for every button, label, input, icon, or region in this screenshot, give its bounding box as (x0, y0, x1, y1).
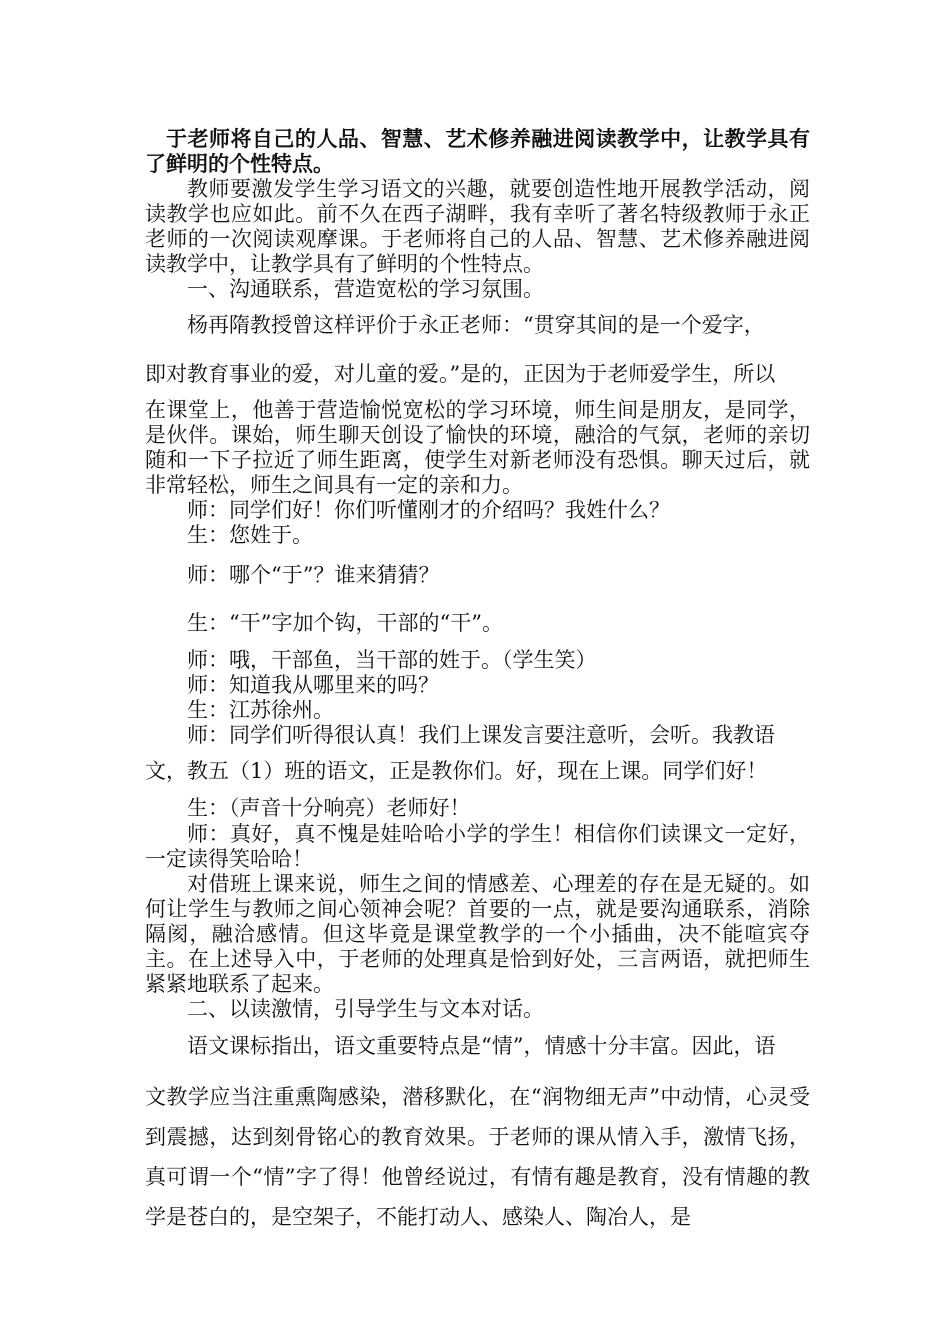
dialogue-line: 生：您姓于。 (187, 523, 313, 547)
section-heading-1: 一、沟通联系，营造宽松的学习氛围。 (187, 277, 544, 301)
dialogue-line: 生：江苏徐州。 (187, 698, 334, 722)
dialogue-line: 生：（声音十分响亮）老师好！ (187, 796, 471, 820)
dialogue-line: 师：哪个“于”？谁来猜猜？ (187, 563, 440, 587)
paragraph-intro: 教师要激发学生学习语文的兴趣，就要创造性地开展教学活动，阅读教学也应如此。前不久在西子湖畔，我有幸听了著名特级教师于永正老师的一次阅读观摩课。于老师将自己的人品、智慧、艺术修养融进阅读教学中，让教学具有了鲜明的个性特点。 (145, 177, 810, 276)
paragraph: 即对教育事业的爱，对儿童的爱。”是的，正因为于老师爱学生，所以 (145, 362, 776, 386)
dialogue-line: 文，教五（1）班的语文，正是教你们。好，现在上课。同学们好！ (145, 759, 768, 783)
paragraph: 语文课标指出，语文重要特点是“情”，情感十分丰富。因此，语 (187, 1034, 776, 1058)
dialogue-line: 师：真好，真不愧是娃哈哈小学的学生！相信你们读课文一定好，一定读得笑哈哈！ (145, 822, 810, 871)
paragraph: 文教学应当注重熏陶感染，潜移默化，在“润物细无声”中动情，心灵受到震撼，达到刻骨铭心的教育效果。于老师的课从情入手，激情飞扬，真可谓一个“情”字了得！他曾经说过，有情有趣是教育，没有情趣的教学是苍白的，是空架子，不能打动人、感染人、陶冶人，是 (145, 1085, 810, 1229)
dialogue-line: 师：同学们听得很认真！我们上课发言要注意听，会听。我教语 (187, 723, 775, 747)
section-heading-2: 二、以读激情，引导学生与文本对话。 (187, 997, 544, 1021)
dialogue-line: 师：同学们好！你们听懂刚才的介绍吗？我姓什么？ (187, 498, 670, 522)
dialogue-line: 生：“干”字加个钩，干部的“干”。 (187, 611, 503, 635)
paragraph: 杨再隋教授曾这样评价于永正老师：“贯穿其间的是一个爱字， (187, 313, 765, 337)
paragraph: 对借班上课来说，师生之间的情感差、心理差的存在是无疑的。如何让学生与教师之间心领神会呢？首要的一点，就是要沟通联系，消除隔阂，融洽感情。但这毕竟是课堂教学的一个小插曲，决不能喧宾夺主。在上述导入中，于老师的处理真是恰到好处，三言两语，就把师生紧紧地联系了起来。 (145, 872, 810, 996)
dialogue-line: 师：哦，干部鱼，当干部的姓于。（学生笑） (187, 648, 597, 672)
dialogue-line: 师：知道我从哪里来的吗？ (187, 673, 439, 697)
paragraph: 在课堂上，他善于营造愉悦宽松的学习环境，师生间是朋友，是同学，是伙伴。课始，师生聊天创设了愉快的环境，融洽的气氛，老师的亲切随和一下子拉近了师生距离，使学生对新老师没有恐惧。聊天过后，就非常轻松，师生之间具有一定的亲和力。 (145, 398, 810, 497)
document-title: 于老师将自己的人品、智慧、艺术修养融进阅读教学中，让教学具有了鲜明的个性特点。 (145, 126, 810, 176)
